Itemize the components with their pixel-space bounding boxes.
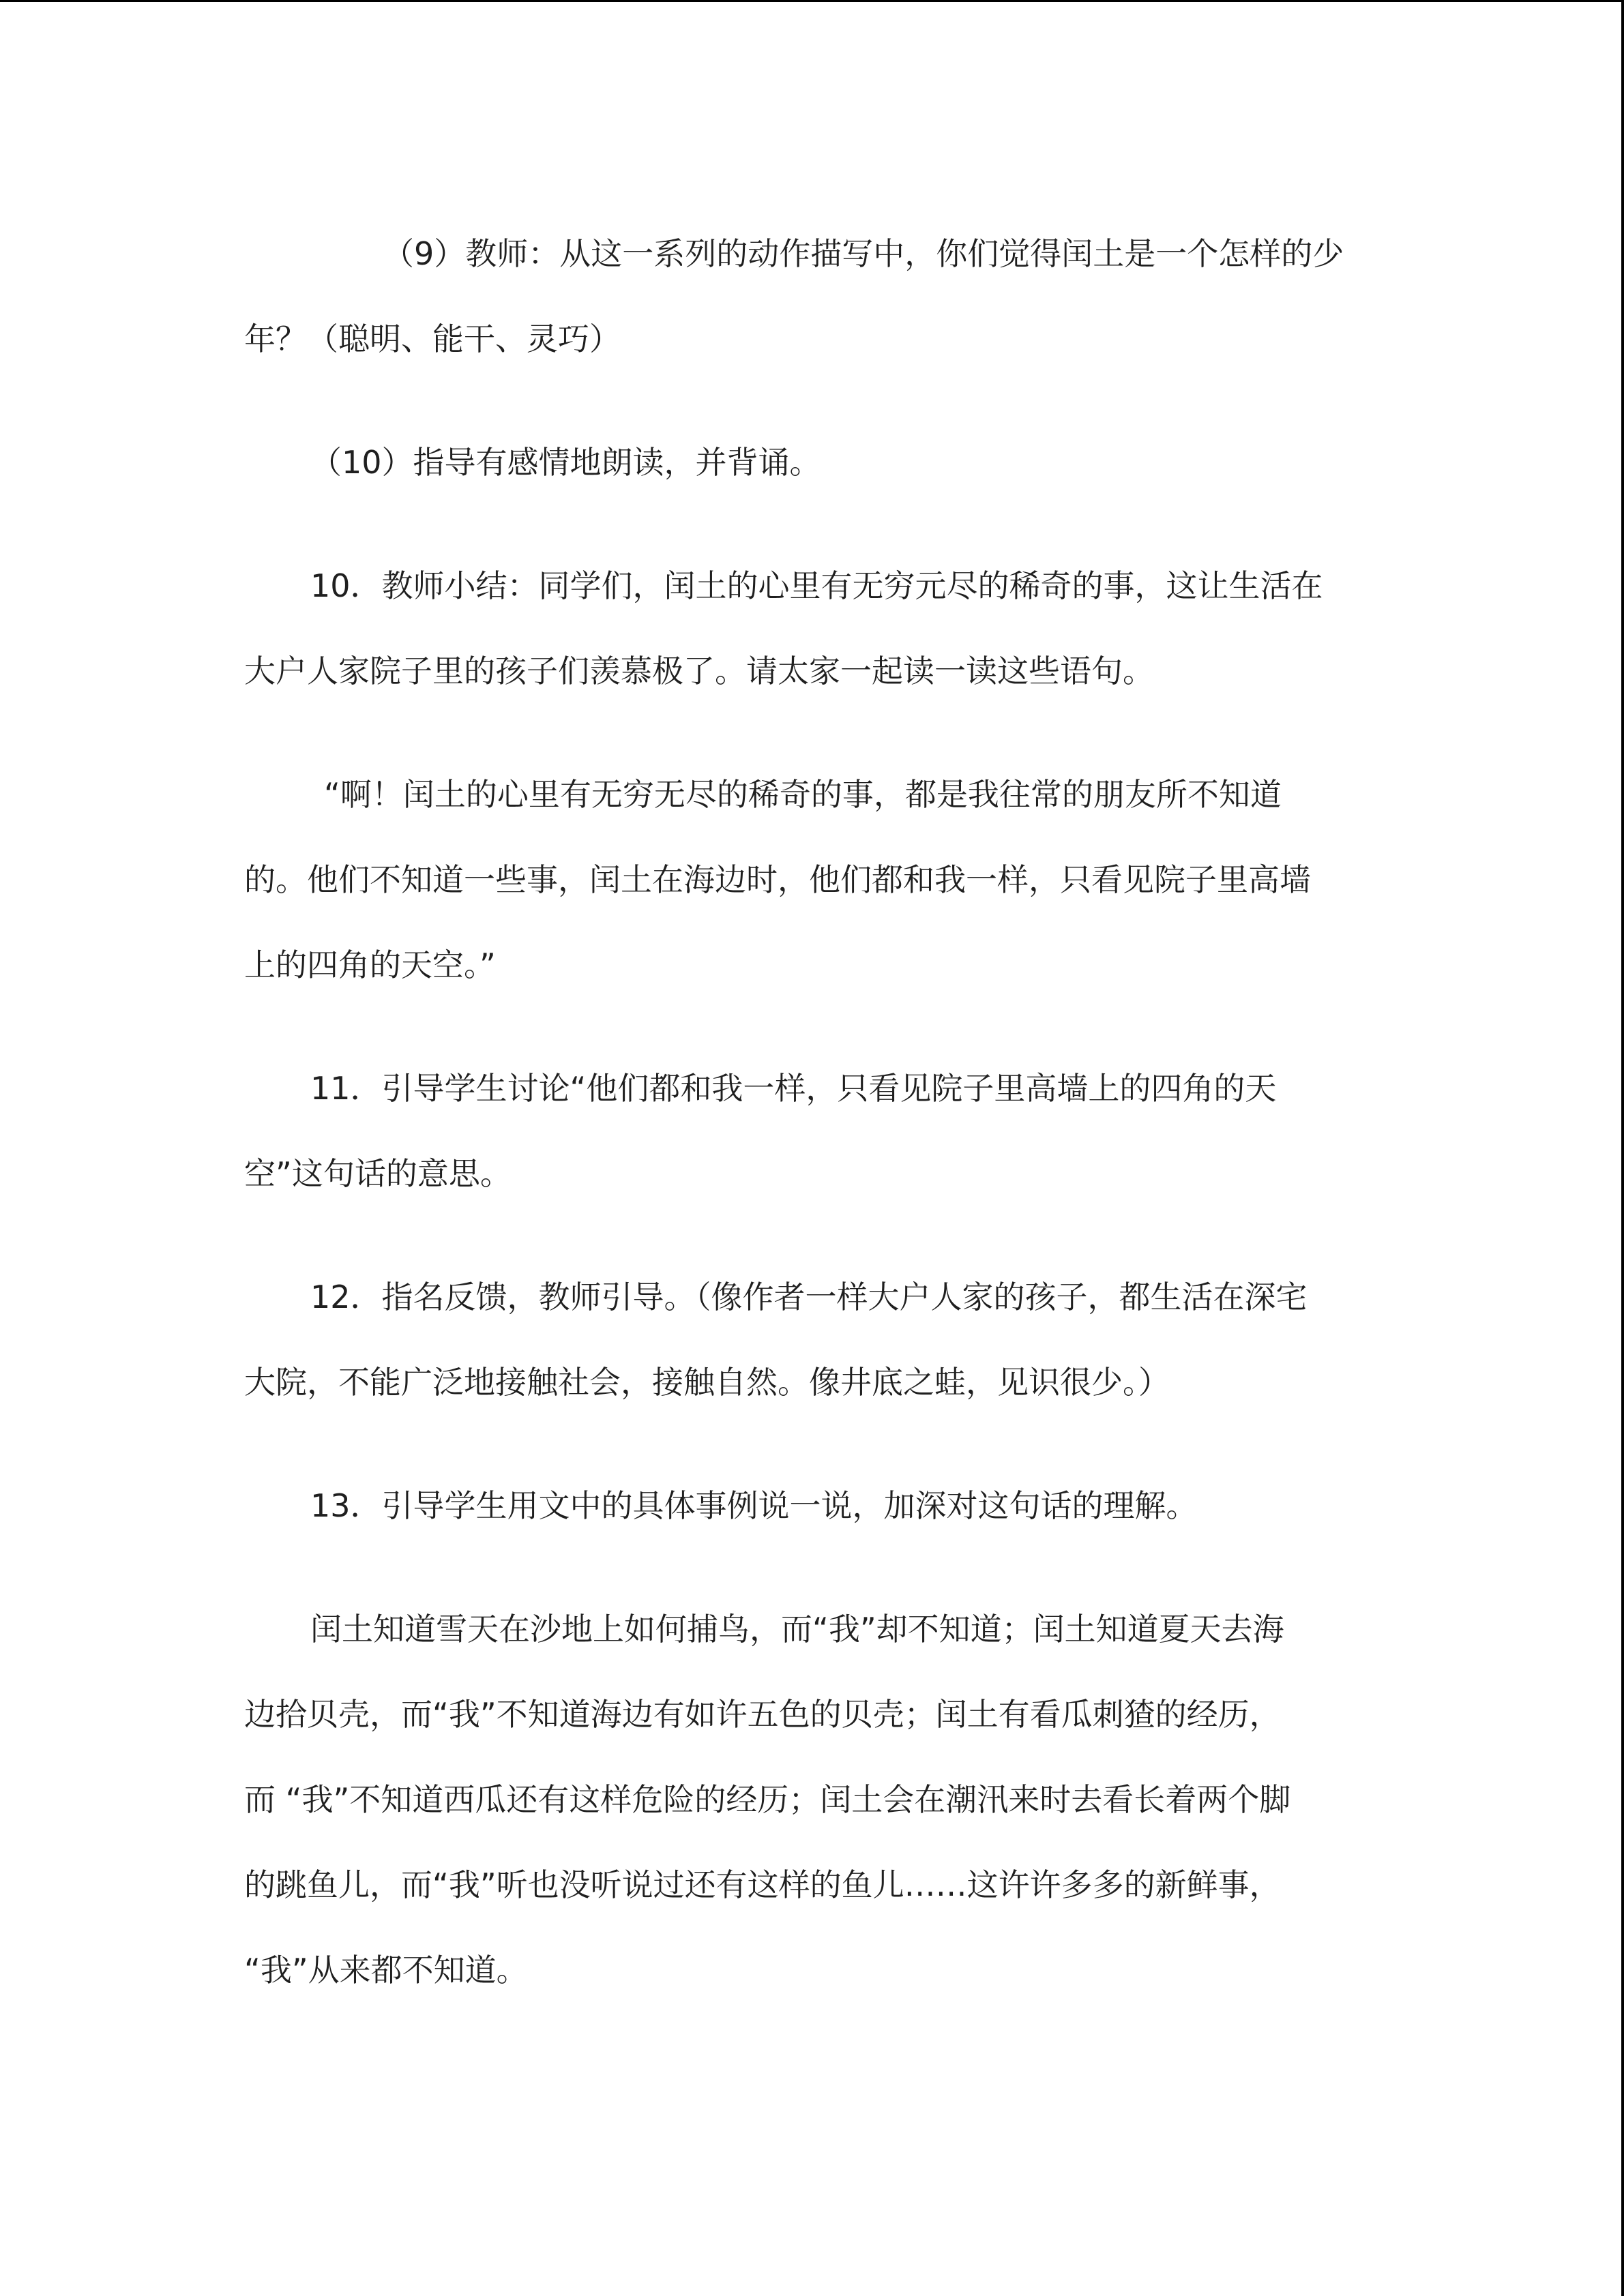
text-line: 闰土知道雪天在沙地上如何捕鸟，而“我”却不知道；闰土知道夏天去海 — [310, 1611, 1284, 1648]
document-body — [244, 211, 1376, 2051]
paragraph-9-question — [244, 211, 1376, 382]
text-line: “我”从来都不知道。 — [244, 1952, 528, 1988]
text-line: 大户人家院子里的孩子们羡慕极了。请太家一起读一读这些语句。 — [244, 653, 1154, 689]
paragraph-teacher-summary — [244, 543, 1376, 714]
text-line: 大院，不能广泛地接触社会，接触自然。像井底之蛙，见识很少。） — [244, 1364, 1170, 1401]
text-line: （10）指导有感情地朗读，并背诵。 — [310, 444, 821, 481]
text-line: 空”这句话的意思。 — [244, 1155, 512, 1192]
paragraph-runtu-facts — [244, 1587, 1376, 2013]
text-line: 12．指名反馈，教师引导。（像作者一样大户人家的孩子，都生活在深宅 — [310, 1279, 1308, 1315]
paragraph-quotation — [244, 752, 1376, 1008]
paragraph-12-feedback — [244, 1255, 1376, 1425]
page-top-border — [0, 0, 1624, 2]
text-line: 的。他们不知道一些事，闰土在海边时，他们都和我一样，只看见院子里高墙 — [244, 861, 1311, 898]
paragraph-11-discussion — [244, 1046, 1376, 1217]
text-line: 13．引导学生用文中的具体事例说一说，加深对这句话的理解。 — [310, 1487, 1198, 1524]
page-right-border — [1621, 0, 1624, 2296]
paragraph-13-examples — [244, 1463, 1376, 1549]
text-line: 上的四角的天空。” — [244, 946, 496, 983]
text-line: 年？（聪明、能干、灵巧） — [244, 320, 621, 357]
text-line: 的跳鱼儿，而“我”听也没听说过还有这样的鱼儿……这许许多多的新鲜事， — [244, 1866, 1281, 1903]
text-line: “啊！闰土的心里有无穷无尽的稀奇的事，都是我往常的朋友所不知道 — [324, 776, 1282, 813]
text-line: （9）教师：从这一系列的动作描写中，你们觉得闰土是一个怎样的少 — [383, 235, 1344, 272]
text-line: 边拾贝壳，而“我”不知道海边有如许五色的贝壳；闰土有看瓜刺猹的经历， — [244, 1696, 1281, 1733]
paragraph-10-reading — [244, 420, 1376, 505]
text-line: 而 “我”不知道西瓜还有这样危险的经历；闰土会在潮汛来时去看长着两个脚 — [244, 1781, 1291, 1818]
text-line: 11．引导学生讨论“他们都和我一样，只看见院子里高墙上的四角的天 — [310, 1070, 1277, 1107]
text-line: 10．教师小结：同学们，闰土的心里有无穷元尽的稀奇的事，这让生活在 — [310, 567, 1323, 604]
